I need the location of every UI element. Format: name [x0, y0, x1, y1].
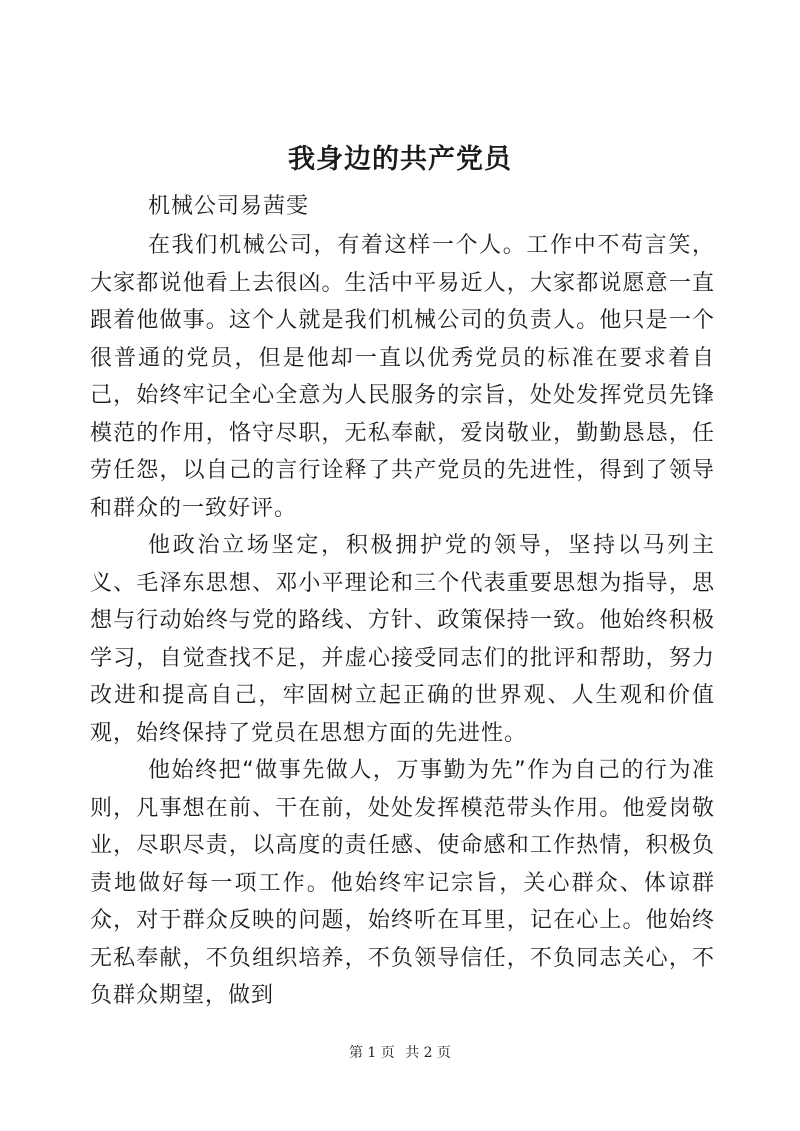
paragraph: 在我们机械公司，有着这样一个人。工作中不苟言笑，大家都说他看上去很凶。生活中平易近人，大家都说愿意一直跟着他做事。这个人就是我们机械公司的负责人。他只是一个很普通的党员，但是他却一直以优秀党员的标准在要求着自己，始终牢记全心全意为人民服务的宗旨，处处发挥党员先锋模范的作用，恪守尽职，无私奉献，爱岗敬业，勤勤恳恳，任劳任怨，以自己的言行诠释了共产党员的先进性，得到了领导和群众的一致好评。	[90, 233, 715, 521]
paragraph: 他政治立场坚定，积极拥护党的领导，坚持以马列主义、毛泽东思想、邓小平理论和三个代表重要思想为指导，思想与行动始终与党的路线、方针、政策保持一致。他始终积极学习，自觉查找不足，并虚心接受同志们的批评和帮助，努力改进和提高自己，牢固树立起正确的世界观、人生观和价值观，始终保持了党员在思想方面的先进性。	[90, 533, 715, 746]
document-body	[90, 227, 715, 1015]
page-number: 第 1 页	[348, 1045, 395, 1061]
page-total: 共 2 页	[405, 1045, 452, 1061]
document-title: 我身边的共产党员	[288, 144, 512, 175]
paragraph: 他始终把“做事先做人，万事勤为先”作为自己的行为准则，凡事想在前、干在前，处处发挥模范带头作用。他爱岗敬业，尽职尽责，以高度的责任感、使命感和工作热情，积极负责地做好每一项工作。他始终牢记宗旨，关心群众、体谅群众，对于群众反映的问题，始终听在耳里，记在心上。他始终无私奉献，不负组织培养，不负领导信任，不负同志关心，不负群众期望，做到	[90, 758, 715, 1008]
author-line: 机械公司易茜雯	[148, 194, 310, 219]
page-footer	[0, 1043, 800, 1063]
